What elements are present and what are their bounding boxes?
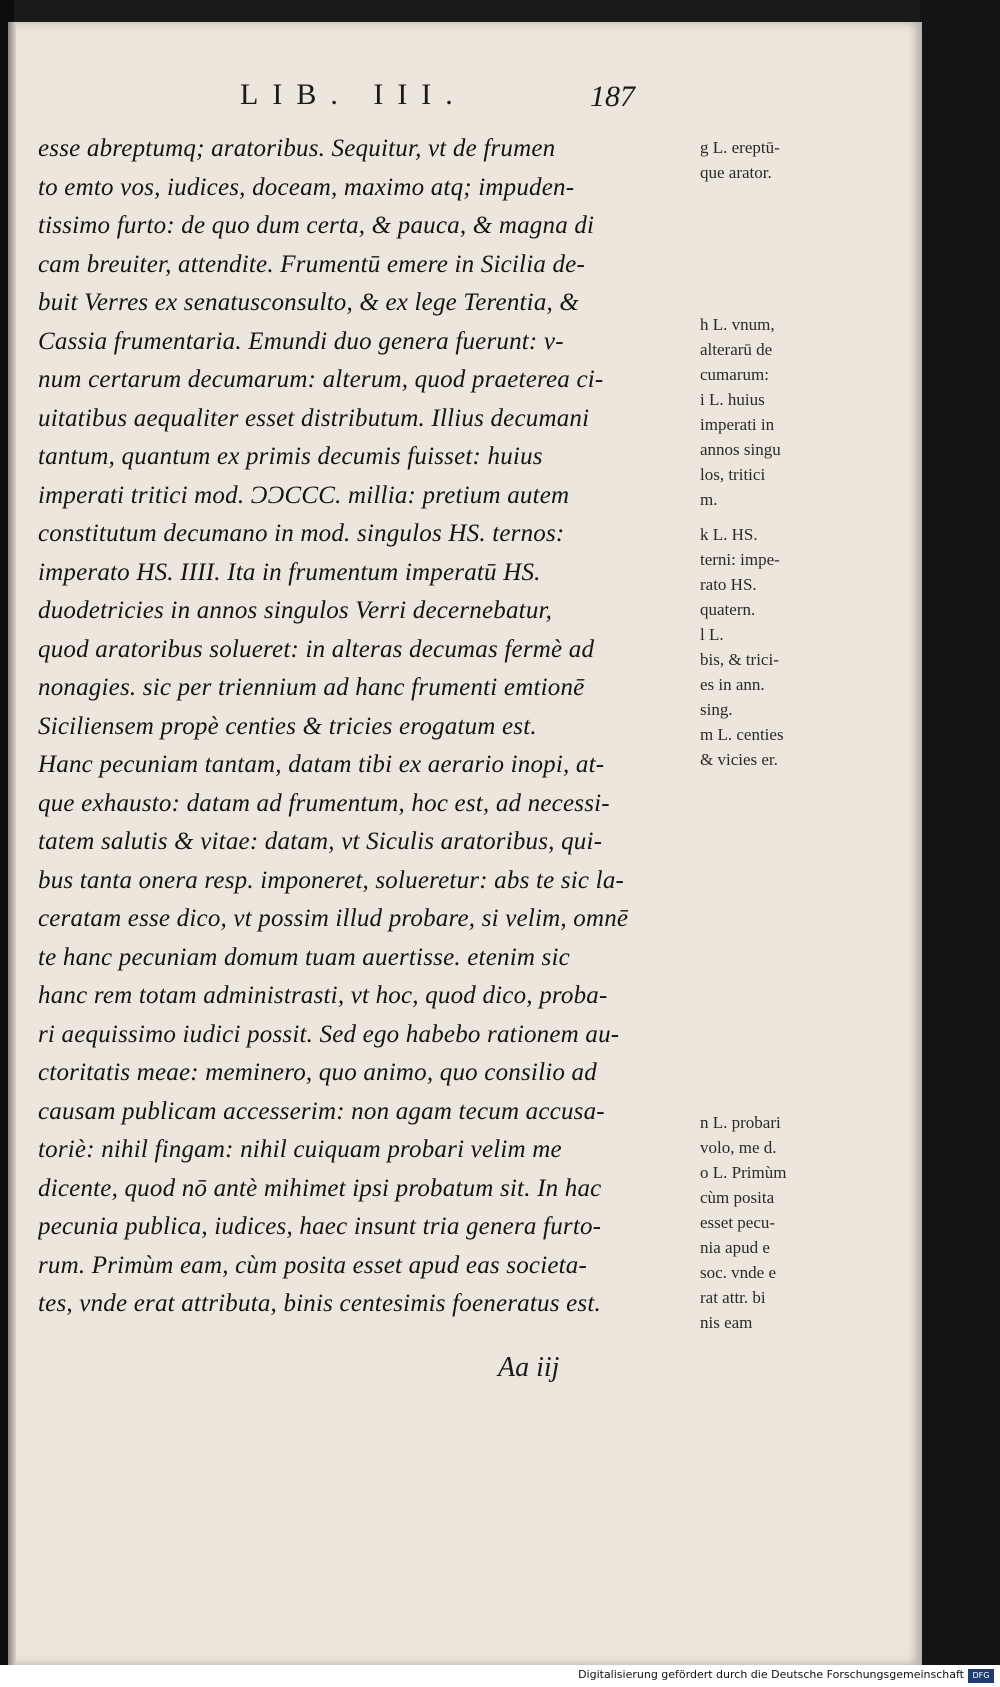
- margin-note-line: esset pecu-: [700, 1213, 776, 1232]
- text-line: Cassia frumentaria. Emundi duo genera fuerunt: v-: [38, 327, 564, 355]
- text-line: ceratam esse dico, vt possim illud probare, si velim, omnē: [38, 905, 629, 932]
- text-line: duodetricies in annos singulos Verri decernebatur,: [38, 597, 553, 624]
- margin-note-line: annos singu: [700, 440, 781, 459]
- scan-background-right: [920, 0, 1000, 1665]
- text-line: dicente, quod nō antè mihimet ipsi probatum sit. In hac: [38, 1174, 602, 1202]
- margin-note-line: l L.: [700, 625, 724, 644]
- margin-note-line: terni: impe-: [700, 550, 780, 569]
- text-line: tissimo furto: de quo dum certa, & pauca, & magna di: [38, 212, 595, 239]
- margin-note-line: alterarū de: [700, 340, 773, 359]
- margin-note-line: n L. probari: [700, 1113, 781, 1132]
- margin-note-n-o: [700, 1110, 835, 1335]
- text-line: te hanc pecuniam domum tuam auertisse. etenim sic: [38, 943, 570, 971]
- margin-note-line: k L. HS.: [700, 525, 758, 544]
- text-line: uitatibus aequaliter esset distributum. Illius decumani: [38, 404, 590, 432]
- margin-note-line: h L. vnum,: [700, 315, 775, 334]
- text-line: tantum, quantum ex primis decumis fuisset: huius: [38, 443, 543, 470]
- margin-note-line: nis eam: [700, 1313, 753, 1332]
- text-line: cam breuiter, attendite. Frumentū emere in Sicilia de-: [38, 250, 586, 278]
- text-line: num certarum decumarum: alterum, quod praeterea ci-: [38, 366, 604, 393]
- text-line: toriè: nihil fingam: nihil cuiquam probari velim me: [38, 1136, 562, 1163]
- footer-bar: [0, 1665, 1000, 1687]
- margin-note-line: sing.: [700, 700, 733, 719]
- margin-note-line: i L. huius: [700, 390, 765, 409]
- dfg-logo-icon: DFG: [968, 1669, 994, 1683]
- text-line: bus tanta onera resp. imponeret, solueretur: abs te sic la-: [38, 866, 625, 894]
- margin-note-line: volo, me d.: [700, 1138, 777, 1157]
- text-line: tes, vnde erat attributa, binis centesimis foeneratus est.: [38, 1290, 601, 1317]
- text-line: causam publicam accesserim: non agam tecum accusa-: [38, 1097, 605, 1125]
- text-line: Siciliensem propè centies & tricies erogatum est.: [38, 712, 537, 740]
- footer-credit: Digitalisierung gefördert durch die Deutsche Forschungsgemeinschaft: [578, 1668, 964, 1681]
- margin-note-h-i: [700, 312, 835, 512]
- margin-note-line: quatern.: [700, 600, 756, 619]
- text-line: ri aequissimo iudici possit. Sed ego habebo rationem au-: [38, 1020, 620, 1048]
- text-line: constitutum decumano in mod. singulos HS. ternos:: [38, 520, 565, 547]
- page-number: 187: [590, 80, 635, 113]
- text-line: buit Verres ex senatusconsulto, & ex lege Terentia, &: [38, 289, 580, 316]
- margin-note-g: [700, 135, 835, 185]
- text-line: nonagies. sic per triennium ad hanc frumenti emtionē: [38, 674, 585, 701]
- text-line: ctoritatis meae: meminero, quo animo, quo consilio ad: [38, 1059, 597, 1086]
- margin-note-line: & vicies er.: [700, 750, 778, 769]
- margin-note-line: es in ann.: [700, 675, 765, 694]
- page-gutter-shadow: [8, 22, 16, 1665]
- margin-note-line: m.: [700, 490, 718, 509]
- text-line: imperato HS. IIII. Ita in frumentum imperatū HS.: [38, 558, 541, 586]
- margin-note-line: rato HS.: [700, 575, 757, 594]
- margin-note-line: los, tritici: [700, 465, 766, 484]
- margin-note-line: o L. Primùm: [700, 1163, 787, 1182]
- margin-note-line: que arator.: [700, 163, 772, 182]
- text-line: tatem salutis & vitae: datam, vt Siculis aratoribus, qui-: [38, 828, 603, 855]
- text-line: Hanc pecuniam tantam, datam tibi ex aerario inopi, at-: [38, 751, 605, 778]
- text-line: quod aratoribus solueret: in alteras decumas fermè ad: [38, 635, 595, 663]
- text-line: hanc rem totam administrasti, vt hoc, quod dico, proba-: [38, 982, 608, 1009]
- text-line: rum. Primùm eam, cùm posita esset apud eas societa-: [38, 1251, 588, 1279]
- margin-note-line: m L. centies: [700, 725, 784, 744]
- margin-note-line: cumarum:: [700, 365, 769, 384]
- margin-note-line: g L. ereptū-: [700, 138, 780, 157]
- running-head: LIB. III.: [240, 78, 467, 111]
- margin-note-line: soc. vnde e: [700, 1263, 777, 1282]
- catchword-signature: Aa iij: [498, 1352, 560, 1383]
- text-line: pecunia publica, iudices, haec insunt tria genera furto-: [38, 1213, 602, 1240]
- text-line: to emto vos, iudices, doceam, maximo atq; impuden-: [38, 173, 575, 201]
- text-line: que exhausto: datam ad frumentum, hoc est, ad necessi-: [38, 789, 610, 817]
- main-text-block: [38, 130, 703, 1324]
- margin-note-k-m: [700, 522, 835, 772]
- text-line: imperati tritici mod. ƆƆCCC. millia: pretium autem: [38, 481, 570, 509]
- margin-note-line: bis, & trici-: [700, 650, 779, 669]
- margin-note-line: cùm posita: [700, 1188, 775, 1207]
- margin-note-line: imperati in: [700, 415, 775, 434]
- margin-note-line: rat attr. bi: [700, 1288, 766, 1307]
- text-line: esse abreptumq; aratoribus. Sequitur, vt de frumen: [38, 135, 556, 162]
- margin-note-line: nia apud e: [700, 1238, 770, 1257]
